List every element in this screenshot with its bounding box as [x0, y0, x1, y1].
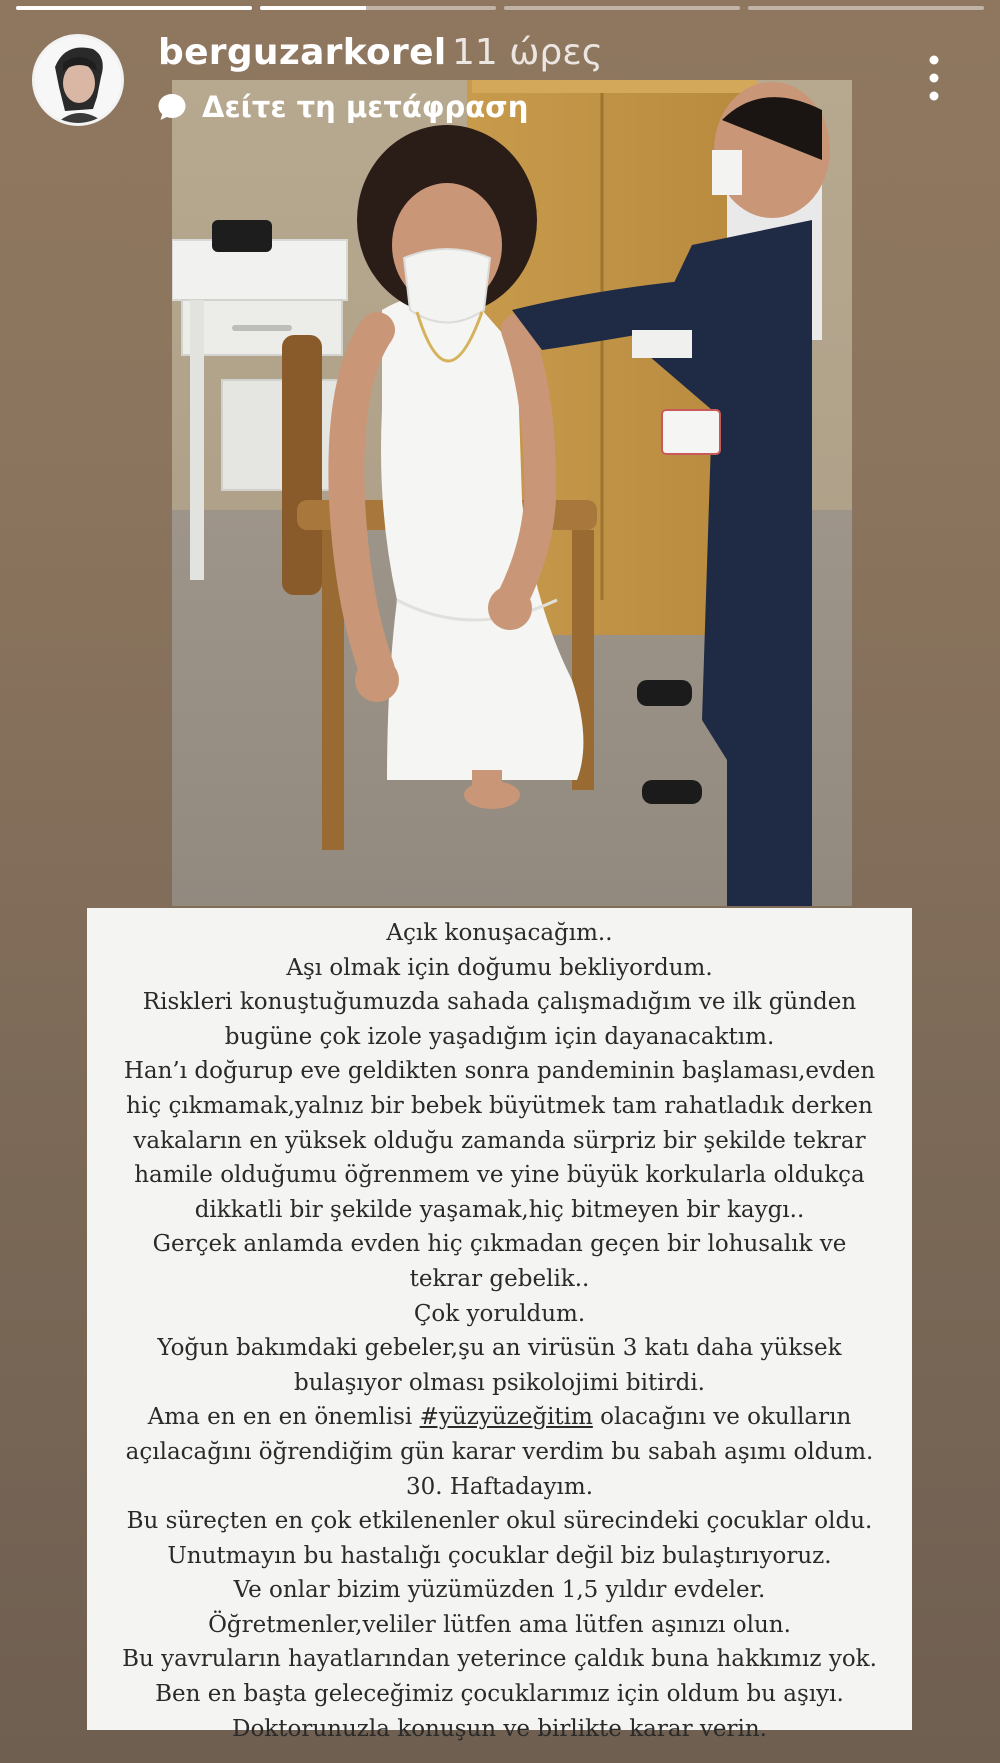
story-username[interactable]: berguzarkorel: [158, 32, 447, 73]
caption-line: Çok yoruldum.: [413, 1300, 586, 1327]
caption-line: Gerçek anlamda evden hiç çıkmadan geçen bir lohusalık ve: [152, 1231, 847, 1258]
see-translation-label: Δείτε τη μετάφραση: [202, 90, 529, 124]
caption-line-suffix: olacağını ve okulların: [592, 1404, 852, 1431]
progress-segment: [16, 6, 252, 10]
see-translation-button[interactable]: [156, 90, 528, 124]
caption-line: hamile olduğumu öğrenmem ve yine büyük korkularla oldukça: [134, 1162, 865, 1189]
profile-photo: [35, 37, 121, 123]
caption-line: dikkatli bir şekilde yaşamak,hiç bitmeyen bir kaygı..: [194, 1196, 805, 1223]
more-vertical-icon[interactable]: [924, 54, 944, 102]
caption-line: Bu yavruların hayatlarından yeterince çaldık buna hakkımız yok.: [122, 1646, 877, 1673]
caption-line: Ve onlar bizim yüzümüzden 1,5 yıldır evdeler.: [233, 1577, 766, 1604]
caption-line: tekrar gebelik..: [409, 1265, 590, 1292]
caption-line: hiç çıkmamak,yalnız bir bebek büyütmek tam rahatladık derken: [126, 1092, 873, 1119]
story-photo: [172, 80, 852, 906]
caption-line: vakaların en yüksek olduğu zamanda sürpriz bir şekilde tekrar: [133, 1127, 866, 1154]
caption-line-prefix: Ama en en en önemlisi: [147, 1404, 413, 1431]
caption-line: Ben en başta geleceğimiz çocuklarımız için oldum bu aşıyı.: [155, 1681, 844, 1708]
caption-line: Han’ı doğurup eve geldikten sonra pandeminin başlaması,evden: [123, 1058, 876, 1085]
avatar[interactable]: [32, 34, 124, 126]
progress-segment: [260, 6, 496, 10]
caption-line: bugüne çok izole yaşadığım için dayanacaktım.: [224, 1023, 775, 1050]
caption-line: bulaşıyor olması psikolojimi bitirdi.: [293, 1369, 705, 1396]
progress-segment: [748, 6, 984, 10]
caption-line: Bu süreçten en çok etkilenenler okul sürecindeki çocuklar oldu.: [126, 1508, 873, 1535]
story-caption-card: [87, 908, 912, 1742]
caption-line: Unutmayın bu hastalığı çocuklar değil biz bulaştırıyoruz.: [167, 1542, 832, 1569]
caption-line-hashtag: [97, 1400, 902, 1435]
caption-line: Riskleri konuştuğumuzda sahada çalışmadığım ve ilk günden: [142, 989, 857, 1016]
speech-bubble-icon: [156, 91, 188, 123]
caption-line: açılacağını öğrendiğim gün karar verdim bu sabah aşımı oldum.: [125, 1438, 874, 1465]
story-progress: [16, 6, 984, 10]
caption-line: 30. Haftadayım.: [405, 1473, 594, 1500]
hashtag-link[interactable]: #yüzyüzeğitim: [419, 1404, 593, 1431]
caption-line: Öğretmenler,veliler lütfen ama lütfen aşınızı olun.: [208, 1611, 791, 1638]
progress-segment: [504, 6, 740, 10]
caption-line: Yoğun bakımdaki gebeler,şu an virüsün 3 katı daha yüksek: [157, 1335, 842, 1362]
caption-line: Açık konuşacağım..: [386, 920, 613, 946]
vaccination-photo: [172, 80, 852, 906]
caption-line: Doktorunuzla konuşun ve birlikte karar verin.: [232, 1715, 767, 1742]
caption-line: Aşı olmak için doğumu bekliyordum.: [286, 954, 713, 981]
story-timestamp: 11 ώρες: [452, 32, 603, 73]
